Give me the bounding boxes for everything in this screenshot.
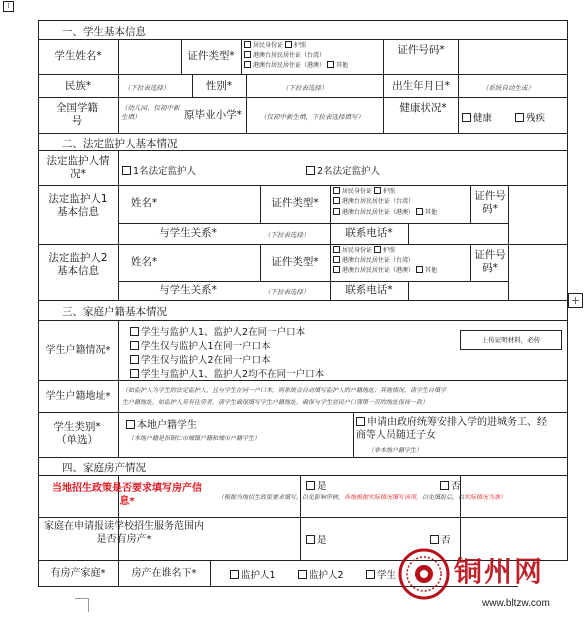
guardian-2-relation-label: 与学生关系* — [159, 284, 217, 296]
checkbox-icon[interactable] — [306, 481, 315, 490]
national-student-id-input[interactable]: （幼儿园、仅初中新生填） — [121, 104, 180, 121]
checkbox-icon[interactable] — [130, 341, 139, 350]
gender-dropdown[interactable]: （下拉表选择） — [282, 84, 328, 92]
guardian-1-name-input[interactable] — [168, 187, 258, 221]
checkbox-icon[interactable] — [244, 51, 251, 58]
upload-proof-button[interactable]: 上传证明材料，必传 — [460, 330, 562, 350]
health-status-label: 健康状况* — [399, 102, 447, 114]
guardian-2-id-type-label: 证件类型* — [271, 256, 319, 268]
checkbox-icon[interactable] — [374, 187, 381, 194]
primary-school-label: 原毕业小学* — [184, 109, 242, 121]
household-status-option-4[interactable]: 学生与监护人1、监护人2均不在同一户口本 — [130, 366, 324, 380]
guardian-2-phone-input[interactable] — [410, 283, 506, 298]
guardian-2-phone-label: 联系电话* — [345, 284, 393, 296]
guardian-2-label: 法定监护人2基本信息 — [48, 252, 108, 277]
watermark-url: www.bltzw.com — [482, 598, 550, 609]
checkbox-icon[interactable] — [515, 113, 524, 122]
guardian-1-id-type-label: 证件类型* — [271, 197, 319, 209]
checkbox-icon[interactable] — [374, 246, 381, 253]
house-in-zone-label: 家庭在申请报读学校招生服务范围内是否有房产* — [44, 521, 204, 545]
checkbox-icon[interactable] — [244, 61, 251, 68]
student-category-label: 学生类别*（单选） — [53, 421, 101, 446]
student-name-input[interactable] — [120, 41, 179, 72]
house-owner-option-3[interactable]: 学生 — [366, 567, 396, 581]
checkbox-icon[interactable] — [462, 113, 471, 122]
checkbox-icon[interactable] — [130, 327, 139, 336]
checkbox-icon[interactable] — [306, 535, 315, 544]
category-migrant-note: （非本地户籍学生） — [368, 447, 423, 454]
checkbox-icon[interactable] — [333, 187, 340, 194]
checkbox-icon[interactable] — [416, 266, 423, 273]
guardian-2-name-input[interactable] — [168, 246, 258, 279]
housing-policy-label: 当地招生政策是否要求填写房产信息* — [52, 483, 202, 507]
household-address-label: 学生户籍地址* — [45, 391, 111, 402]
checkbox-icon[interactable] — [333, 256, 340, 263]
category-option-local[interactable]: 本地户籍学生 — [126, 416, 197, 431]
housing-policy-no[interactable]: 否 — [440, 478, 461, 492]
house-owner-family-label: 有房产家庭* — [50, 568, 106, 579]
guardian-2-relation-dropdown[interactable]: （下拉表选择） — [264, 288, 310, 296]
household-address-note-2: 生户籍地址，如监护人另有住房者，请学生确保填写学生户籍地址，确保与学生居民户口簿第一页的地址保持一致） — [122, 399, 429, 406]
add-row-button[interactable]: + — [568, 293, 583, 308]
housing-policy-note: （根据当地招生政策要求填写，以免影响审核，各地根据实际情况填写该项，以免填报后，以实际情况为准） — [218, 494, 507, 501]
guardian-count-option-1[interactable]: 1名法定监护人 — [122, 163, 196, 177]
category-option-migrant[interactable]: 申请由政府统筹安排入学的进城务工、经商等人员随迁子女 — [356, 417, 547, 441]
housing-policy-yes[interactable]: 是 — [306, 478, 327, 492]
house-owner-option-1[interactable]: 监护人1 — [230, 567, 276, 581]
household-status-option-3[interactable]: 学生仅与监护人2在同一户口本 — [130, 352, 271, 366]
student-name-label: 学生姓名* — [54, 50, 102, 62]
student-id-number-input[interactable] — [460, 41, 565, 72]
student-id-number-label: 证件号码* — [397, 44, 445, 56]
checkbox-icon[interactable] — [130, 355, 139, 364]
watermark-brand: 铜州网 — [454, 555, 545, 588]
checkbox-icon[interactable] — [333, 197, 340, 204]
house-owner-name-label: 房产在谁名下* — [131, 568, 197, 579]
checkbox-icon[interactable] — [244, 41, 251, 48]
guardian-1-phone-label: 联系电话* — [345, 227, 393, 239]
house-in-zone-yes[interactable]: 是 — [306, 532, 327, 546]
page-corner-mark — [88, 598, 89, 612]
health-option-disabled[interactable]: 残疾 — [515, 110, 545, 124]
guardian-1-id-number-label: 证件号码* — [474, 190, 506, 215]
national-student-id-label: 全国学籍号 — [56, 102, 98, 127]
section-title-housing: 四、家庭房产情况 — [62, 462, 146, 474]
guardian-2-id-number-label: 证件号码* — [474, 249, 506, 274]
checkbox-icon[interactable] — [416, 208, 423, 215]
category-local-note: （本地户籍是指铜仁市城镇户籍和城市户籍学生） — [128, 435, 261, 442]
gender-label: 性别* — [205, 80, 233, 92]
guardian-1-relation-label: 与学生关系* — [159, 227, 217, 239]
checkbox-icon[interactable] — [440, 481, 449, 490]
student-id-type-label: 证件类型* — [187, 50, 235, 62]
primary-school-dropdown[interactable]: （仅初中新生填，下拉表选择填写） — [260, 113, 364, 121]
health-option-healthy[interactable]: 健康 — [462, 110, 492, 124]
guardian-1-name-label: 姓名* — [130, 197, 158, 209]
checkbox-icon[interactable] — [333, 246, 340, 253]
birth-date-value: （系统自动生成） — [482, 84, 534, 92]
house-owner-option-2[interactable]: 监护人2 — [298, 567, 344, 581]
checkbox-icon[interactable] — [356, 417, 365, 426]
house-in-zone-no[interactable]: 否 — [430, 532, 451, 546]
ethnicity-label: 民族* — [64, 80, 92, 92]
section-title-household: 三、家庭户籍基本情况 — [62, 306, 167, 318]
checkbox-icon[interactable] — [327, 61, 334, 68]
household-status-label: 学生户籍情况* — [45, 345, 111, 356]
guardian-count-label: 法定监护人情况* — [46, 155, 110, 180]
table-move-handle-icon[interactable]: ⁞ — [3, 1, 14, 12]
checkbox-icon[interactable] — [285, 41, 292, 48]
checkbox-icon[interactable] — [230, 570, 239, 579]
household-status-option-2[interactable]: 学生仅与监护人1在同一户口本 — [130, 338, 271, 352]
checkbox-icon[interactable] — [122, 166, 131, 175]
checkbox-icon[interactable] — [130, 369, 139, 378]
checkbox-icon[interactable] — [298, 570, 307, 579]
section-title-student: 一、学生基本信息 — [62, 26, 146, 38]
guardian-count-option-2[interactable]: 2名法定监护人 — [306, 163, 380, 177]
checkbox-icon[interactable] — [366, 570, 375, 579]
household-address-note-1: （如监护人为学生的法定监护人，且与学生在同一户口本，则系统会自动填写监护人的户籍地址；其他情况，请学生自填学 — [122, 387, 447, 394]
guardian-2-name-label: 姓名* — [130, 256, 158, 268]
ethnicity-dropdown[interactable]: （下拉表选择） — [124, 84, 170, 92]
guardian-1-label: 法定监护人1基本信息 — [48, 193, 108, 218]
page-corner-mark — [75, 598, 89, 599]
checkbox-icon[interactable] — [306, 166, 315, 175]
watermark-seal-icon — [398, 548, 450, 600]
birth-date-label: 出生年月日* — [392, 80, 450, 92]
household-status-option-1[interactable]: 学生与监护人1、监护人2在同一户口本 — [130, 324, 305, 338]
checkbox-icon[interactable] — [126, 420, 135, 429]
site-watermark — [398, 538, 587, 617]
guardian-1-relation-dropdown[interactable]: （下拉表选择） — [264, 231, 310, 239]
checkbox-icon[interactable] — [333, 266, 340, 273]
guardian-1-phone-input[interactable] — [410, 225, 506, 242]
checkbox-icon[interactable] — [333, 208, 340, 215]
section-title-guardian: 二、法定监护人基本情况 — [62, 138, 178, 150]
